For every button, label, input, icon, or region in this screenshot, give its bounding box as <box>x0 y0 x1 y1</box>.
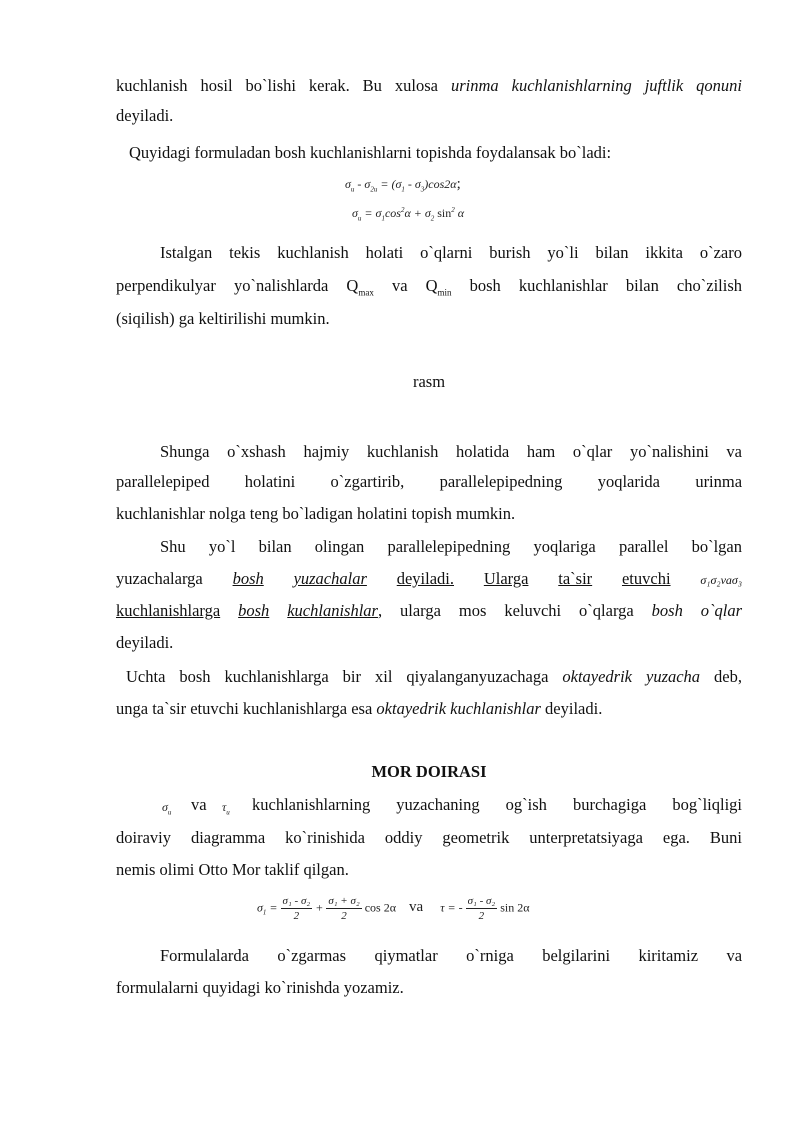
term-oktayedrik-yuzacha: oktayedrik yuzacha <box>562 667 701 686</box>
text-span: va Q <box>373 276 438 295</box>
term-kuchlanishlar: kuchlanishlar <box>287 601 378 620</box>
text-span: holatini <box>244 472 296 491</box>
text-line: Shunga o`xshash hajmiy kuchlanish holatida ham o`qlar yo`nalishini va <box>160 442 742 461</box>
text-span: yuzachalarga <box>116 569 203 588</box>
text-line <box>116 276 742 302</box>
text-span: urinma <box>695 472 743 491</box>
formula-part: 2 <box>400 206 405 214</box>
text-span: perpendikulyar yo`nalishlarda Q <box>116 276 359 295</box>
formula-part: va <box>409 899 424 916</box>
text-span: deb, <box>700 667 742 686</box>
term-oktayedrik-kuchlanishlar: oktayedrik kuchlanishlar <box>376 699 541 718</box>
formula-part: α + σ <box>404 206 431 220</box>
formula-part: + <box>315 900 324 915</box>
formula-part: ; <box>456 176 461 192</box>
text-span: parallelepiped <box>116 472 210 491</box>
tau-u-symbol: $\tau_u$ <box>222 800 230 817</box>
text-span: qiymatlar o`rniga belgilarini kiritamiz va <box>374 946 743 965</box>
text-span: , ularga mos keluvchi o`qlarga <box>377 601 652 620</box>
formula-2: $\sigma_u = \sigma_1\cos^2\alpha + \sigma_2$ $\sin^2 \alpha$ <box>352 206 465 223</box>
formula-1: $\sigma_u - \sigma_{2u} = (\sigma_1 - \sigma_3)\cos 2\alpha$; <box>345 176 461 194</box>
text-line <box>116 569 742 590</box>
fraction: $\frac{\text{σ₁ - σ₂}}{2}$ <box>282 895 311 922</box>
text-line: Istalgan tekis kuchlanish holati o`qlarni burish yo`li bilan ikkita o`zaro <box>160 243 742 262</box>
formula-symbol: σ <box>364 177 371 191</box>
text-span: yoqlarida <box>597 472 660 491</box>
formula-part: α <box>457 206 465 220</box>
subscript: min <box>437 287 452 298</box>
subscript: max <box>358 287 374 298</box>
sigma-u-symbol: $\sigma_u$ <box>162 800 172 817</box>
formula-mohr: $\sigma_1$ = $\frac{\text{σ₁ - σ₂}}{2}$ + $\frac{\text{σ₁ + σ₂}}{2}$ cos 2α va τ = - $\frac{\text{σ₁ - σ₂}}{2}$ sin 2α <box>257 895 530 922</box>
text-span: deyiladi. <box>540 699 603 718</box>
term-bosh: bosh <box>232 569 264 588</box>
text-line: deyiladi. <box>116 106 174 125</box>
text-span: parallelepipedning <box>439 472 563 491</box>
text-line <box>116 472 742 492</box>
text-span: kuchlanishlarga <box>116 601 221 620</box>
formula-part: sin 2α <box>500 900 530 915</box>
formula-symbol: σ <box>345 177 351 191</box>
formula-part: )cos2α <box>424 177 457 191</box>
text-line: nemis olimi Otto Mor taklif qilgan. <box>116 860 349 879</box>
text-span: deyiladi. <box>396 569 454 588</box>
formula-part: = σ <box>364 206 382 220</box>
fraction: $\frac{\text{σ₁ + σ₂}}{2}$ <box>328 895 360 922</box>
text-span: Ularga <box>483 569 529 588</box>
text-span: o`zgartirib, <box>330 472 405 491</box>
formula-part: sin <box>437 206 452 220</box>
text-line: Shu yo`l bilan olingan parallelepipedning yoqlariga parallel bo`lgan <box>160 537 742 556</box>
term-bosh-oqlar: bosh o`qlar <box>651 601 743 620</box>
text-line <box>116 699 742 719</box>
formula-part: - σ <box>407 177 421 191</box>
text-line: doiraviy diagramma ko`rinishida oddiy geometrik unterpretatsiyaga ega. Buni <box>116 828 742 847</box>
text-line: (siqilish) ga keltirilishi mumkin. <box>116 309 330 328</box>
text-line <box>126 667 742 687</box>
text-span: Uchta bosh kuchlanishlarga bir xil qiyalanganyuzachaga <box>126 667 563 686</box>
formula-part: = <box>269 900 278 915</box>
term-bosh: bosh <box>238 601 270 620</box>
formula-part: τ = - <box>440 900 463 915</box>
italic-term: urinma kuchlanishlarning juftlik qonuni <box>450 76 742 95</box>
text-span: ta`sir <box>558 569 593 588</box>
text-span: unga ta`sir etuvchi kuchlanishlarga esa <box>116 699 377 718</box>
text-line <box>116 76 742 96</box>
text-span: kuchlanishlarning yuzachaning og`ish burchagiga bog`liqligi <box>252 795 742 814</box>
formula-symbol: σ <box>257 900 263 915</box>
text-span: va <box>191 795 207 814</box>
text-line: formulalarni quyidagi ko`rinishda yozamiz. <box>116 978 404 997</box>
formula-part: = (σ <box>380 177 402 191</box>
figure-caption: rasm <box>412 372 446 391</box>
text-span: Formulalarda <box>160 946 249 965</box>
sigma-symbols: σ₁σ₂vaσ₃ <box>700 573 742 587</box>
text-line: deyiladi. <box>116 633 174 652</box>
text-span: bosh kuchlanishlar bilan cho`zilish <box>451 276 743 295</box>
term-yuzachalar: yuzachalar <box>293 569 367 588</box>
text-span: kuchlanish hosil bo`lishi kerak. Bu xulosa <box>116 76 451 95</box>
section-heading: MOR DOIRASI <box>371 762 487 781</box>
text-line: Quyidagi formuladan bosh kuchlanishlarni topishda foydalansak bo`ladi: <box>129 143 612 162</box>
text-span: etuvchi <box>621 569 671 588</box>
formula-part: cos 2α <box>364 900 397 915</box>
text-line <box>160 946 742 966</box>
fraction: $\frac{\text{σ₁ - σ₂}}{2}$ <box>467 895 496 922</box>
formula-part: cos <box>384 206 401 220</box>
text-span: o`zgarmas <box>277 946 347 965</box>
text-line: kuchlanishlar nolga teng bo`ladigan holatini topish mumkin. <box>116 504 516 523</box>
text-line <box>116 601 742 621</box>
